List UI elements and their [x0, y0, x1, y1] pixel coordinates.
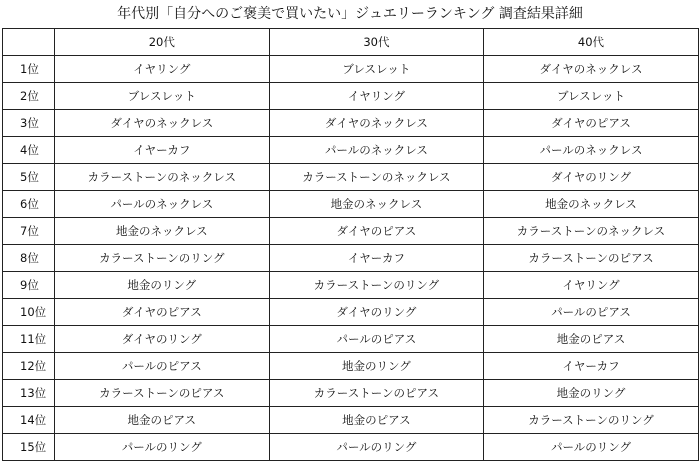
table-row [3, 218, 699, 245]
item-cell-40s: パールのネックレス [484, 137, 699, 164]
item-cell-40s: 地金のリング [484, 380, 699, 407]
item-cell-20s: カラーストーンのピアス [55, 380, 270, 407]
table-row [3, 245, 699, 272]
item-cell-40s: ブレスレット [484, 83, 699, 110]
item-cell-30s: 地金のネックレス [269, 191, 484, 218]
item-cell-30s: ダイヤのネックレス [269, 110, 484, 137]
item-cell-40s: ダイヤのリング [484, 164, 699, 191]
table-row [3, 56, 699, 83]
item-cell-20s: ダイヤのネックレス [55, 110, 270, 137]
table-header-row [3, 29, 699, 56]
table-row [3, 380, 699, 407]
item-cell-20s: ダイヤのピアス [55, 299, 270, 326]
item-cell-20s: 地金のリング [55, 272, 270, 299]
item-cell-30s: カラーストーンのピアス [269, 380, 484, 407]
item-cell-30s: ダイヤのピアス [269, 218, 484, 245]
item-cell-20s: ダイヤのリング [55, 326, 270, 353]
item-cell-40s: パールのピアス [484, 299, 699, 326]
item-cell-20s: イヤーカフ [55, 137, 270, 164]
table-row [3, 164, 699, 191]
ranking-table [2, 28, 699, 461]
item-cell-30s: イヤーカフ [269, 245, 484, 272]
rank-cell: 12位 [3, 353, 55, 380]
table-row [3, 272, 699, 299]
item-cell-40s: イヤーカフ [484, 353, 699, 380]
item-cell-40s: 地金のピアス [484, 326, 699, 353]
item-cell-30s: パールのネックレス [269, 137, 484, 164]
rank-cell: 14位 [3, 407, 55, 434]
table-row [3, 326, 699, 353]
item-cell-30s: イヤリング [269, 83, 484, 110]
rank-cell: 3位 [3, 110, 55, 137]
rank-cell: 8位 [3, 245, 55, 272]
item-cell-30s: ダイヤのリング [269, 299, 484, 326]
item-cell-20s: イヤリング [55, 56, 270, 83]
rank-cell: 11位 [3, 326, 55, 353]
item-cell-40s: ダイヤのピアス [484, 110, 699, 137]
table-body [3, 56, 699, 461]
rank-cell: 15位 [3, 434, 55, 461]
table-row [3, 191, 699, 218]
item-cell-40s: 地金のネックレス [484, 191, 699, 218]
item-cell-40s: イヤリング [484, 272, 699, 299]
item-cell-20s: カラーストーンのネックレス [55, 164, 270, 191]
corner-cell [3, 29, 55, 56]
rank-cell: 6位 [3, 191, 55, 218]
item-cell-30s: 地金のピアス [269, 407, 484, 434]
item-cell-30s: ブレスレット [269, 56, 484, 83]
item-cell-40s: カラーストーンのピアス [484, 245, 699, 272]
item-cell-20s: カラーストーンのリング [55, 245, 270, 272]
item-cell-40s: ダイヤのネックレス [484, 56, 699, 83]
table-row [3, 353, 699, 380]
rank-cell: 9位 [3, 272, 55, 299]
column-header-30s: 30代 [269, 29, 484, 56]
rank-cell: 5位 [3, 164, 55, 191]
item-cell-20s: パールのピアス [55, 353, 270, 380]
item-cell-20s: ブレスレット [55, 83, 270, 110]
item-cell-40s: カラーストーンのリング [484, 407, 699, 434]
column-header-40s: 40代 [484, 29, 699, 56]
item-cell-30s: 地金のリング [269, 353, 484, 380]
table-row [3, 434, 699, 461]
table-row [3, 110, 699, 137]
rank-cell: 13位 [3, 380, 55, 407]
table-row [3, 407, 699, 434]
rank-cell: 1位 [3, 56, 55, 83]
rank-cell: 4位 [3, 137, 55, 164]
item-cell-20s: パールのリング [55, 434, 270, 461]
rank-cell: 2位 [3, 83, 55, 110]
item-cell-30s: カラーストーンのリング [269, 272, 484, 299]
item-cell-30s: カラーストーンのネックレス [269, 164, 484, 191]
table-row [3, 299, 699, 326]
item-cell-40s: カラーストーンのネックレス [484, 218, 699, 245]
item-cell-40s: パールのリング [484, 434, 699, 461]
rank-cell: 10位 [3, 299, 55, 326]
table-row [3, 83, 699, 110]
item-cell-30s: パールのピアス [269, 326, 484, 353]
item-cell-20s: パールのネックレス [55, 191, 270, 218]
item-cell-20s: 地金のネックレス [55, 218, 270, 245]
item-cell-20s: 地金のピアス [55, 407, 270, 434]
table-row [3, 137, 699, 164]
page-title: 年代別「自分へのご褒美で買いたい」ジュエリーランキング 調査結果詳細 [117, 6, 583, 22]
column-header-20s: 20代 [55, 29, 270, 56]
rank-cell: 7位 [3, 218, 55, 245]
item-cell-30s: パールのリング [269, 434, 484, 461]
